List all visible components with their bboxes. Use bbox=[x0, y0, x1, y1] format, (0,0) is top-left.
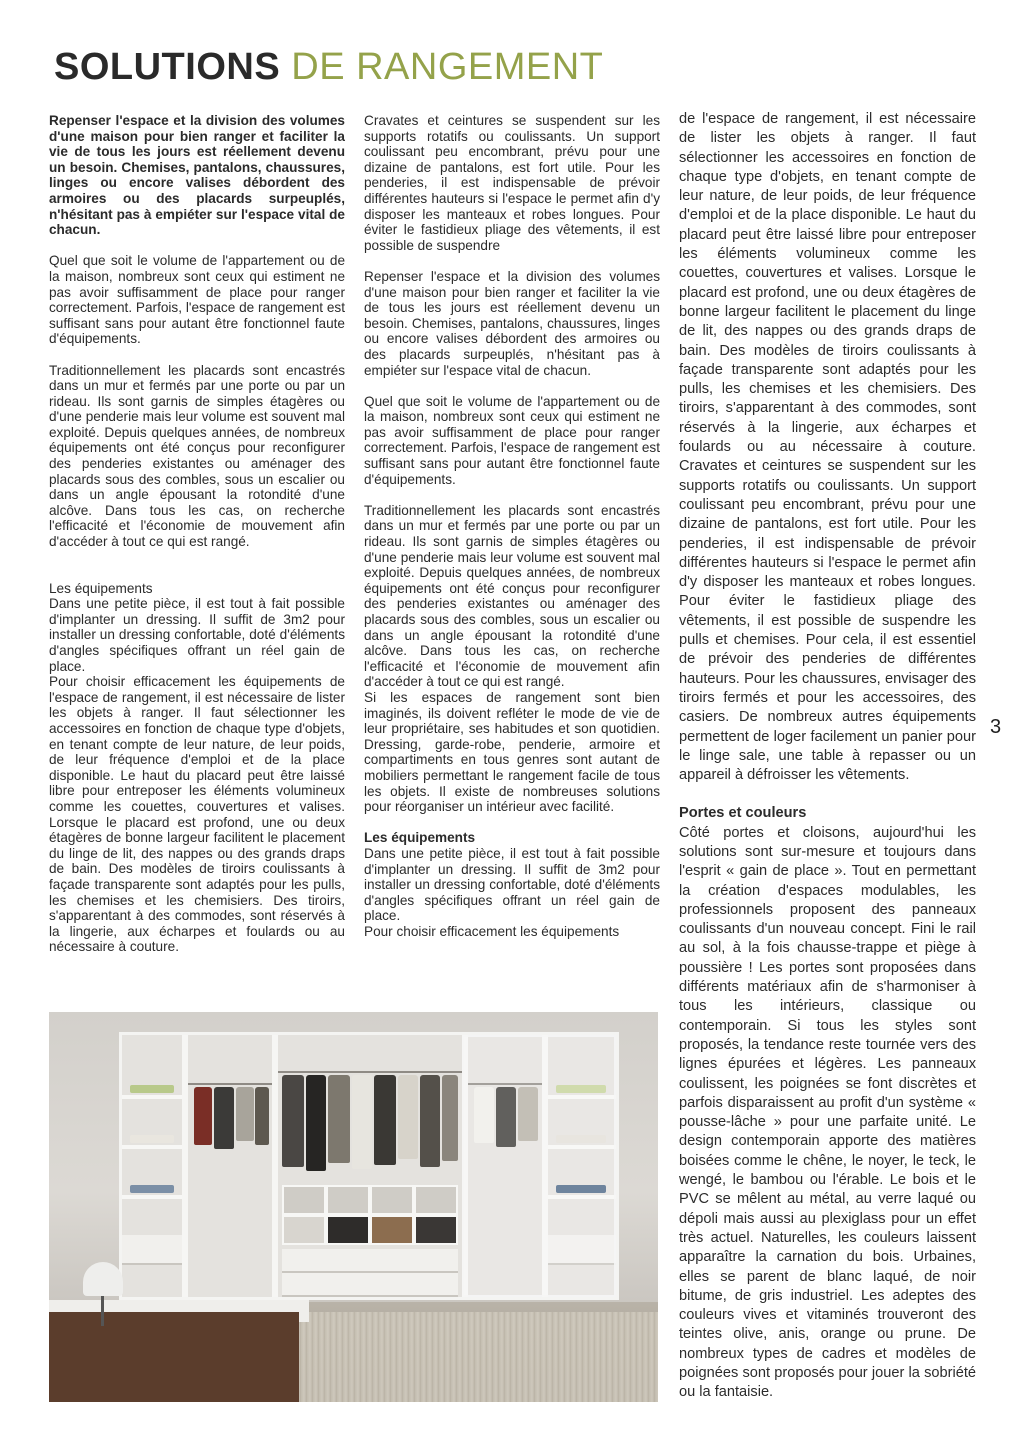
col3-paragraph-2: Côté portes et cloisons, aujourd'hui les solutions sont sur-mesure et toujours dans l'esprit « gain de place ». Tout en permettant la création d'espaces modulables, les professionnels proposent des panneaux coulissants d'un nouveau concept. Fini le rail au sol, à la fois chausse-trappe et piège à poussière ! Les portes sont proposées dans différents matériaux afin de s'harmoniser à tous les intérieurs, classique ou contemporain. Si tous les styles sont proposés, la tendance reste tournée vers des lignes épurées et légères. Les panneaux coulissent, les poignées se font discrètes et parfois disparaissent au profit d'un système « pousse-lâche » pour une parfaite unité. Le design contemporain apporte des matières boisées comme le chêne, le noyer, le teck, le wengé, le bambou ou l'érable. Le bois et le PVC se mêlent au métal, au verre laqué ou dépoli mais aussi au plexiglass pour un effet très actuel. Naturelles, les couleurs laissent apparaître la carnation du bois. Urbaines, elles se parent de blanc laqué, de noir bitume, de gris industriel. Les adeptes des couleurs vives et vitaminés trouveront des teintes olive, anis, orange ou prune. De nombreux types de cadres et modèles de poignées sont proposés pour jouer la sobriété ou la fantaisie. bbox=[679, 824, 976, 1401]
col2-heading-equipements: Les équipements bbox=[364, 830, 476, 846]
col3-heading-portes: Portes et couleurs bbox=[679, 805, 807, 822]
column-3 bbox=[679, 110, 976, 1403]
col2-paragraph-1: Cravates et ceintures se suspendent sur les supports rotatifs ou coulissants. Un support coulissant peu encombrant, prévu pour une dizaine de pantalons, est fort utile. Pour les penderies, il est indispensable de prévoir différentes hauteurs si l'espace le permet afin d'y disposer les manteaux et robes longues. Pour éviter le fastidieux pliage des vêtements, il est possible de suspendre bbox=[364, 113, 660, 253]
col2-paragraph-3: Quel que soit le volume de l'appartement ou de la maison, nombreux sont ceux qui estiment ne pas avoir suffisamment de place pour ranger correctement. Parfois, l'espace de rangement est suffisant sans pour autant être fonctionnel faute d'équipements. bbox=[364, 393, 660, 487]
closet-cabinet bbox=[119, 1032, 619, 1300]
page-number: 3 bbox=[990, 716, 1002, 738]
col1-heading-equipements: Les équipements bbox=[49, 580, 153, 596]
col2-paragraph-7: Pour choisir efficacement les équipements bbox=[364, 923, 620, 939]
col2-paragraph-6: Dans une petite pièce, il est tout à fait possible d'implanter un dressing. Il suffit de 3m2 pour installer un dressing confortable, doté d'éléments d'angles spécifiques offrant un réel gain de place. bbox=[364, 845, 660, 924]
lamp-icon bbox=[83, 1262, 123, 1296]
col1-paragraph-2: Traditionnellement les placards sont encastrés dans un mur et fermés par une porte ou par un rideau. Ils sont garnis de simples étagères ou d'une penderie mais leur volume est souvent mal exploité. Depuis quelques années, de nombreux équipements ont été conçus pour reconfigurer des penderies existantes ou aménager des placards sous des combles, sous un escalier ou dans un angle épousant la rotondité d'une alcôve. Dans tous les cas, on recherche l'efficacité et l'économie de mouvement afin d'accéder à tout ce qui est rangé. bbox=[49, 362, 345, 550]
title-bold: SOLUTIONS bbox=[54, 46, 281, 88]
column-1 bbox=[49, 113, 345, 955]
col2-paragraph-2: Repenser l'espace et la division des volumes d'une maison pour bien ranger et faciliter la vie de tous les jours est réellement devenu un besoin. Chemises, pantalons, chaussures, linges ou encore valises débordent des armoires ou des placards surpeuplés, n'hésitant pas à empiéter sur l'espace vital de chacun. bbox=[364, 268, 660, 378]
lamp-stand bbox=[101, 1296, 104, 1326]
col2-paragraph-5: Si les espaces de rangement sont bien imaginés, ils doivent refléter le mode de vie de leur propriétaire, ses habitudes et son quotidien. Dressing, garde-robe, penderie, armoire et compartiments en tous genres sont autant de mobiliers permettant le rangement facile de tous les objets. Il existe de nombreuses solutions pour réorganiser un intérieur avec facilité. bbox=[364, 689, 660, 815]
col3-paragraph-1: de l'espace de rangement, il est nécessaire de lister les objets à ranger. Il faut sélectionner les accessoires en fonction de chaque type d'objets, en tenant compte de leur nature, de leur poids, de leur fréquence d'emploi et de la place disponible. Le haut du placard peut être laissé libre pour entreposer les éléments volumineux comme les couettes, couvertures et valises. Lorsque le placard est profond, une ou deux étagères de bonne largeur facilitent le placement du linge de lit, des nappes ou des grands draps de bain. Des modèles de tiroirs coulissants à façade transparente sont adaptés pour les pulls, les chemises et les chemisiers. Des tiroirs, s'apparentant à des commodes, sont réservés à la lingerie, aux écharpes et foulards ou au nécessaire à couture. Cravates et ceintures se suspendent sur les supports rotatifs ou coulissants. Un support coulissant peu encombrant, prévu pour une dizaine de pantalons, est fort utile. Pour les penderies, il est indispensable de prévoir différentes hauteurs si l'espace le permet afin d'y disposer les manteaux et robes longues. Pour éviter le fastidieux pliage des vêtements, il est possible de suspendre les pulls et chemises. Pour cela, il est essentiel de prévoir des penderies de différentes hauteurs. Pour les chaussures, envisager des tiroirs fermés et pour les accessoires, des casiers. De nombreux autres équipements permettent de loger facilement un panier pour le linge sale, une table à repasser ou un appareil à défroisser les vêtements. bbox=[679, 111, 976, 784]
col1-paragraph-3: Dans une petite pièce, il est tout à fait possible d'implanter un dressing. Il suffit de 3m2 pour installer un dressing confortable, doté d'éléments d'angles spécifiques offrant un réel gain de place. bbox=[49, 596, 345, 674]
col1-paragraph-1: Quel que soit le volume de l'appartement ou de la maison, nombreux sont ceux qui estiment ne pas avoir suffisamment de place pour ranger correctement. Parfois, l'espace de rangement est suffisant sans pour autant être fonctionnel faute d'équipements. bbox=[49, 253, 345, 347]
walk-in-closet-photo bbox=[49, 1012, 658, 1402]
bed-frame bbox=[49, 1312, 299, 1402]
col2-paragraph-4: Traditionnellement les placards sont encastrés dans un mur et fermés par une porte ou par un rideau. Ils sont garnis de simples étagères ou d'une penderie mais leur volume est souvent mal exploité. Depuis quelques années, de nombreux équipements ont été conçus pour reconfigurer des penderies existantes ou aménager des placards sous des combles, sous un escalier ou dans un angle épousant la rotondité d'une alcôve. Dans tous les cas, on recherche l'efficacité et l'économie de mouvement afin d'accéder à tout ce qui est rangé. bbox=[364, 502, 660, 690]
page-title bbox=[54, 42, 603, 92]
title-light: DE RANGEMENT bbox=[291, 46, 604, 88]
col1-paragraph-4: Pour choisir efficacement les équipements de l'espace de rangement, il est nécessaire de lister les objets à ranger. Il faut sélectionner les accessoires en fonction de chaque type d'objets, en tenant compte de leur nature, de leur poids, de leur fréquence d'emploi et de la place disponible. Le haut du placard peut être laissé libre pour entreposer les éléments volumineux comme les couettes, couvertures et valises. Lorsque le placard est profond, une ou deux étagères de bonne largeur facilitent le placement du linge de lit, des nappes ou des grands draps de bain. Des modèles de tiroirs coulissants à façade transparente sont adaptés pour les pulls, les chemises et les chemisiers. Des tiroirs, s'apparentant à des commodes, sont réservés à la lingerie, aux écharpes et foulards ou au nécessaire à couture. bbox=[49, 674, 345, 955]
column-2 bbox=[364, 113, 660, 939]
intro-paragraph: Repenser l'espace et la division des volumes d'une maison pour bien ranger et faciliter la vie de tous les jours est réellement devenu un besoin. Chemises, pantalons, chaussures, linges ou encore valises débordent des armoires ou des placards surpeuplés, n'hésitant pas à empiéter sur l'espace vital de chacun. bbox=[49, 113, 345, 238]
